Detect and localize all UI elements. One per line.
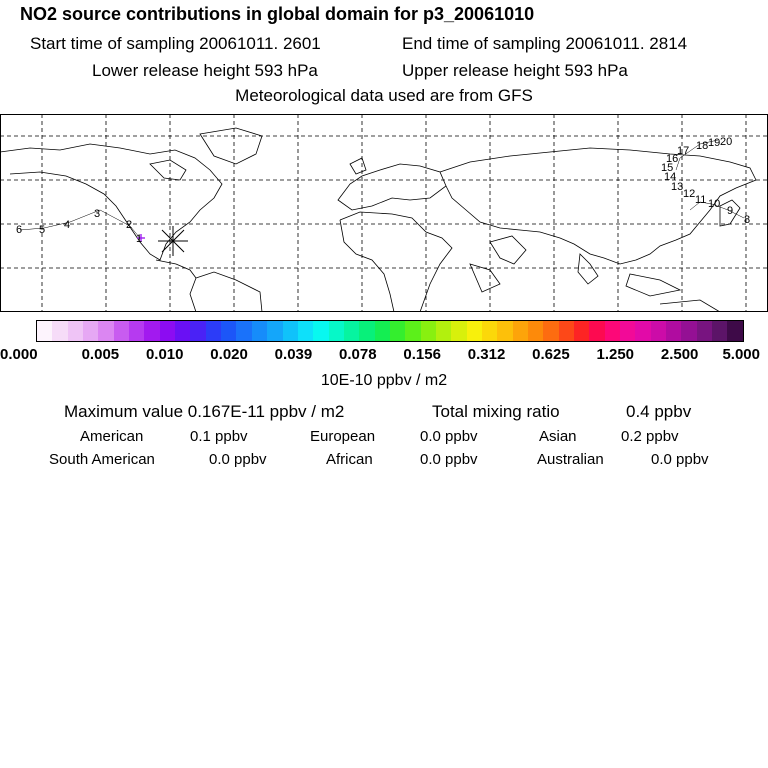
colorbar-cell [114, 321, 129, 341]
colorbar-cell [497, 321, 512, 341]
track-label-11: 11 [695, 194, 707, 206]
colorbar-cell [313, 321, 328, 341]
colorbar-cell [727, 321, 742, 341]
world-map-svg [0, 114, 768, 312]
colorbar-cell [528, 321, 543, 341]
european-label: European [310, 428, 376, 445]
european-value: 0.0 ppbv [420, 428, 478, 445]
colorbar-tick-label: 0.010 [145, 346, 184, 363]
colorbar-tick-label: 0.312 [467, 346, 506, 363]
colorbar-cell [513, 321, 528, 341]
total-mixing-ratio-label: Total mixing ratio [432, 402, 560, 421]
colorbar-cell [543, 321, 558, 341]
colorbar-cell [405, 321, 420, 341]
world-map [0, 114, 768, 312]
colorbar-cell [436, 321, 451, 341]
australian-value: 0.0 ppbv [651, 451, 709, 468]
colorbar-tick-label: 0.020 [210, 346, 248, 363]
colorbar-cell [52, 321, 67, 341]
track-label-13: 13 [671, 181, 684, 193]
colorbar-cell [651, 321, 666, 341]
colorbar-cell [160, 321, 175, 341]
colorbar-cell [129, 321, 144, 341]
track-label-9: 9 [727, 205, 734, 217]
end-time: End time of sampling 20061011. 2814 [402, 34, 688, 53]
track-label-2: 2 [126, 219, 133, 231]
colorbar-tick-label: 0.625 [532, 346, 570, 363]
colorbar-cell [144, 321, 159, 341]
track-label-8: 8 [744, 214, 751, 226]
colorbar-cell [283, 321, 298, 341]
colorbar-cell [267, 321, 282, 341]
colorbar-cell [68, 321, 83, 341]
track-label-4: 4 [64, 219, 71, 231]
colorbar-cell [252, 321, 267, 341]
colorbar-cell [467, 321, 482, 341]
colorbar-cell [298, 321, 313, 341]
african-value: 0.0 ppbv [420, 451, 478, 468]
colorbar-cell [421, 321, 436, 341]
asian-label: Asian [539, 428, 577, 445]
colorbar-tick-label: 0.078 [339, 346, 377, 363]
american-value: 0.1 ppbv [190, 428, 248, 445]
track-label-3: 3 [94, 208, 101, 220]
colorbar-unit: 10E-10 ppbv / m2 [320, 372, 448, 389]
colorbar-cell [681, 321, 696, 341]
total-mixing-ratio-value: 0.4 ppbv [626, 402, 692, 421]
american-label: American [80, 428, 144, 445]
colorbar-cell [620, 321, 635, 341]
australian-label: Australian [537, 451, 604, 468]
track-label-6: 6 [16, 224, 23, 236]
colorbar-cell [175, 321, 190, 341]
colorbar-cell [221, 321, 236, 341]
colorbar-cell [712, 321, 727, 341]
track-label-12: 12 [683, 188, 696, 200]
colorbar-tick-label: 1.250 [596, 346, 635, 363]
colorbar-tick-label: 0.156 [403, 346, 441, 363]
track-label-16: 16 [666, 153, 679, 165]
asian-value: 0.2 ppbv [621, 428, 679, 445]
colorbar-cell [589, 321, 604, 341]
track-label-20: 20 [720, 136, 733, 148]
colorbar-tick-label: 5.000 [722, 346, 760, 363]
colorbar-cell [344, 321, 359, 341]
south-american-value: 0.0 ppbv [209, 451, 267, 468]
colorbar-cell [559, 321, 574, 341]
max-value: Maximum value 0.167E-11 ppbv / m2 [64, 402, 345, 421]
colorbar-cell [574, 321, 589, 341]
colorbar-cell [37, 321, 52, 341]
colorbar-cell [83, 321, 98, 341]
track-label-18: 18 [696, 140, 709, 152]
colorbar-cell [390, 321, 405, 341]
colorbar-cell [190, 321, 205, 341]
track-label-17: 17 [677, 145, 690, 157]
track-label-19: 19 [708, 137, 721, 149]
colorbar-cell [666, 321, 681, 341]
south-american-label: South American [49, 451, 155, 468]
lower-release-height: Lower release height 593 hPa [92, 61, 318, 80]
start-time: Start time of sampling 20061011. 2601 [30, 34, 321, 53]
source-marker [158, 226, 188, 256]
colorbar-tick-label: 2.500 [660, 346, 699, 363]
track-label-14: 14 [664, 171, 677, 183]
colorbar-cell [605, 321, 620, 341]
track-label-1: 1 [136, 233, 143, 245]
colorbar-cell [329, 321, 344, 341]
african-label: African [326, 451, 373, 468]
colorbar-cell [206, 321, 221, 341]
track-label-5: 5 [39, 224, 46, 236]
colorbar-cell [236, 321, 251, 341]
colorbar-tick-label: 0.000 [0, 346, 38, 363]
map-title: NO2 source contributions in global domain for p3_20061010 [20, 4, 535, 24]
track-label-15: 15 [661, 162, 674, 174]
met-data-note: Meteorological data used are from GFS [235, 86, 533, 105]
colorbar-tick-label: 0.005 [81, 346, 120, 363]
colorbar-cell [635, 321, 650, 341]
colorbar-tick-label: 0.039 [274, 346, 313, 363]
track-label-10: 10 [708, 198, 721, 210]
colorbar-cell [482, 321, 497, 341]
colorbar [36, 320, 744, 342]
colorbar-cell [451, 321, 466, 341]
colorbar-cell [359, 321, 374, 341]
upper-release-height: Upper release height 593 hPa [402, 61, 628, 80]
colorbar-cell [697, 321, 712, 341]
colorbar-cell [98, 321, 113, 341]
colorbar-cell [375, 321, 390, 341]
